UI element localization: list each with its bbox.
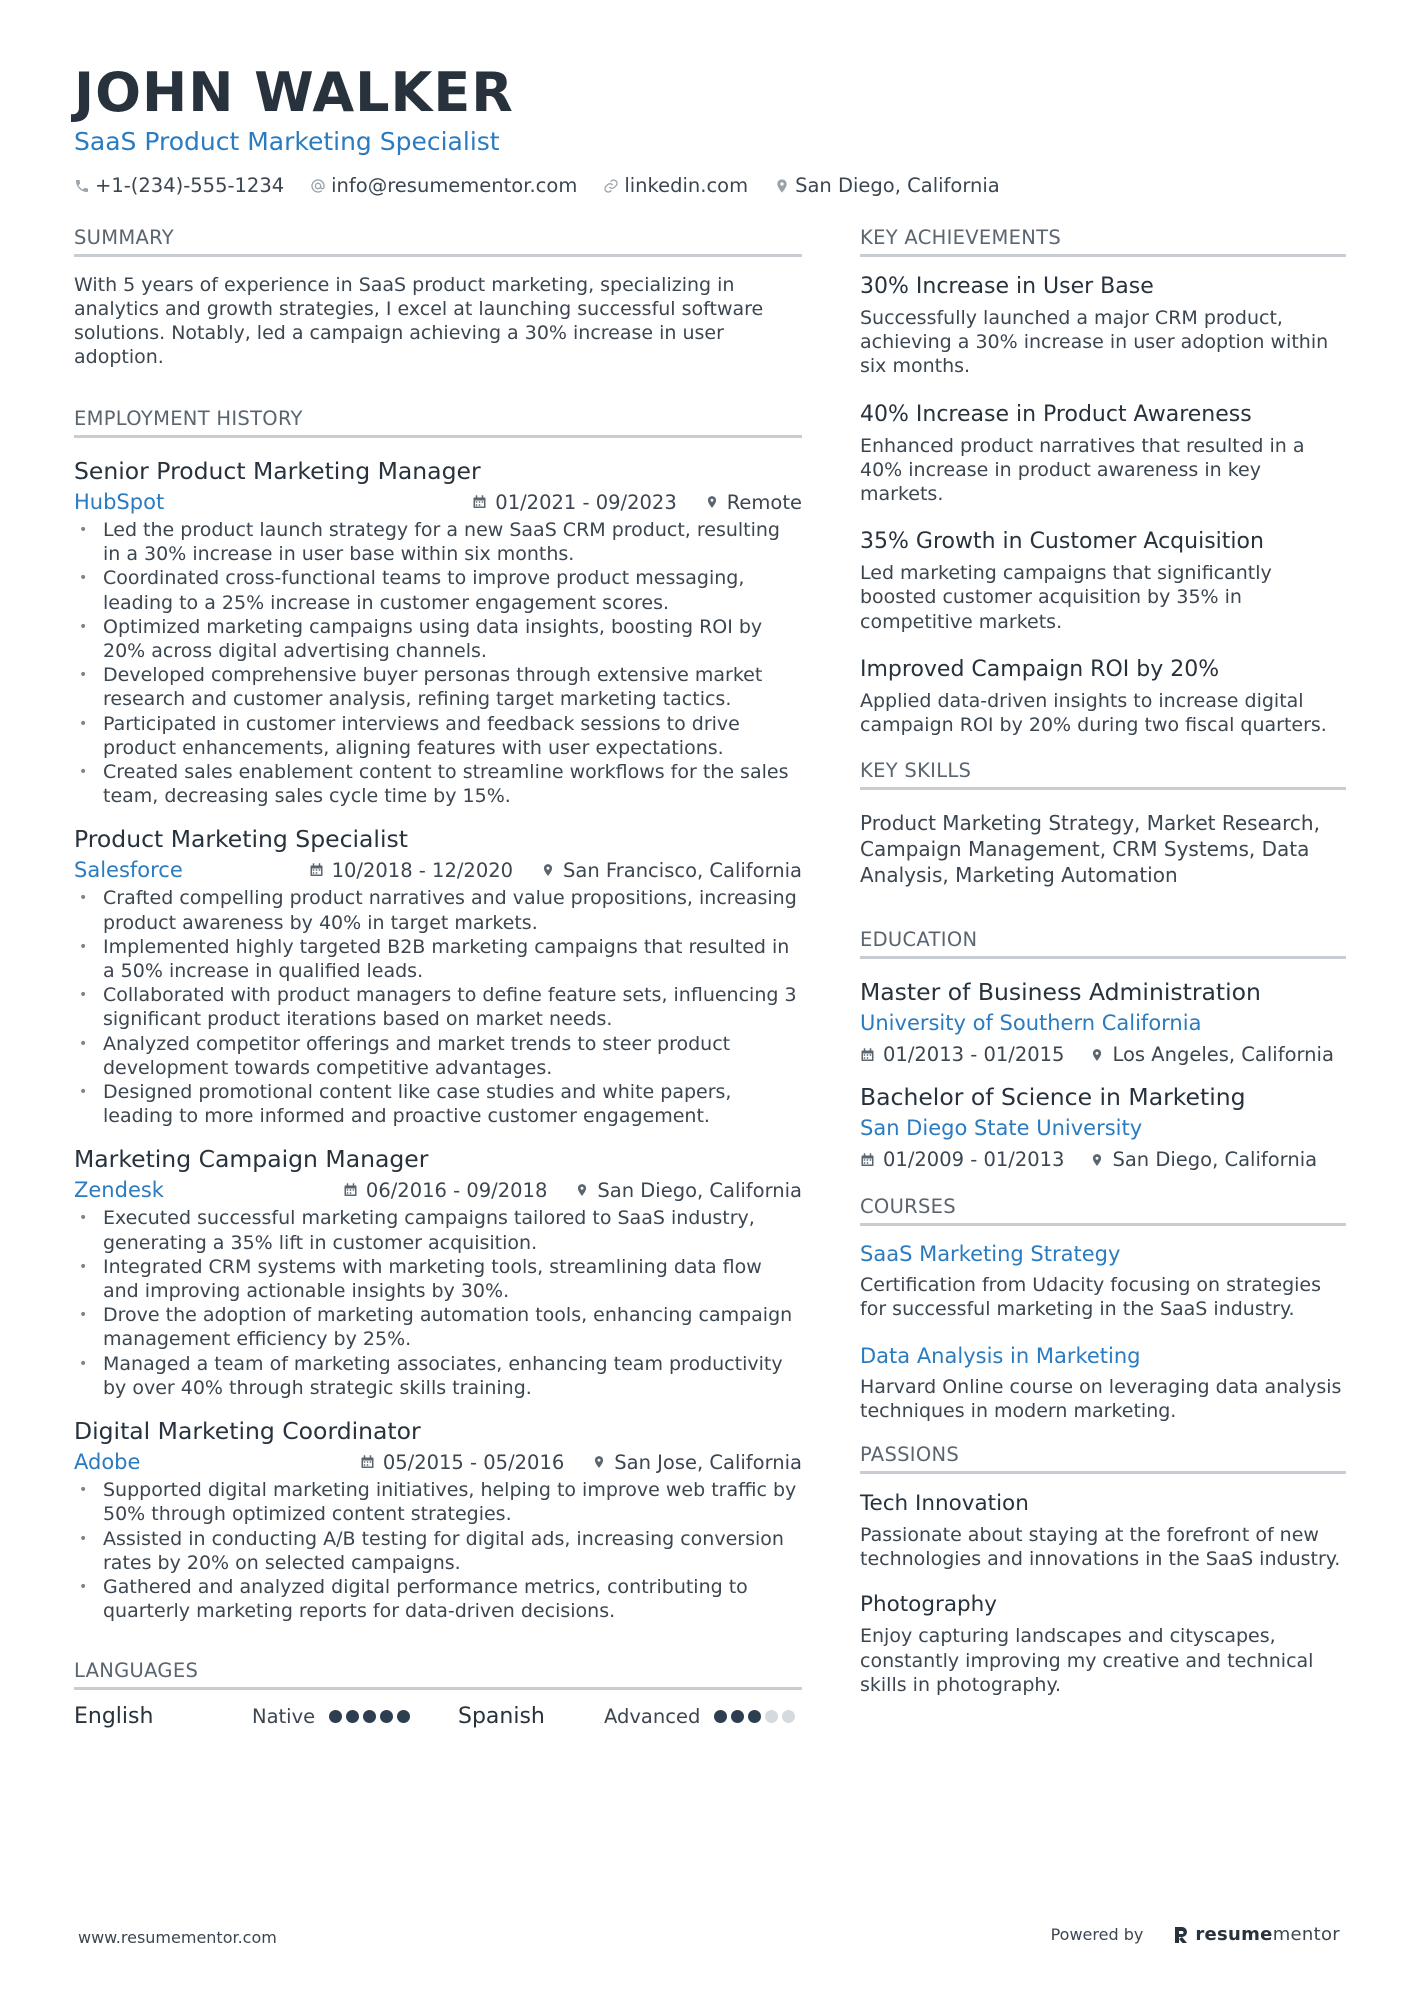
email-text: info@resumementor.com	[331, 174, 578, 197]
language-name: Spanish	[458, 1704, 545, 1730]
languages-row	[74, 1704, 802, 1729]
map-pin-icon	[541, 861, 555, 879]
brand-logo[interactable]	[1173, 1924, 1340, 1945]
job-title: Marketing Campaign Manager	[74, 1145, 429, 1174]
section-title: KEY SKILLS	[860, 759, 1346, 790]
location-text: San Diego, California	[795, 174, 1000, 197]
achievement-item	[860, 528, 1346, 634]
language-item	[458, 1704, 802, 1729]
passion-desc: Enjoy capturing landscapes and cityscapes, constantly improving my creative and technical skills in photography.	[860, 1625, 1314, 1696]
job-location	[705, 491, 802, 514]
contact-location	[774, 174, 1000, 197]
location-text: San Jose, California	[614, 1450, 802, 1474]
list-item: • Assisted in conducting A/B testing for digital ads, increasing conversion rates by 20% on selected campaigns.	[74, 1527, 802, 1575]
calendar-icon	[472, 494, 487, 510]
section-title: SUMMARY	[74, 226, 802, 257]
job-title: Senior Product Marketing Manager	[74, 457, 481, 485]
brand-rest: mentor	[1272, 1924, 1340, 1945]
candidate-role: SaaS Product Marketing Specialist	[74, 127, 500, 156]
languages-section	[74, 1659, 802, 1729]
course-title: SaaS Marketing Strategy	[860, 1242, 1121, 1267]
location-text: Remote	[726, 490, 802, 514]
location-text: San Diego, California	[597, 1178, 802, 1202]
achievement-item	[860, 401, 1346, 507]
rating-dot-filled	[714, 1710, 727, 1723]
phone-text: +1-(234)-555-1234	[95, 174, 285, 197]
achievement-desc: Successfully launched a major CRM product, achieving a 30% increase in user adoption within six months.	[860, 307, 1329, 378]
company-name: HubSpot	[74, 490, 165, 514]
achievement-item	[860, 273, 1346, 379]
job-entry	[74, 824, 802, 1128]
section-title: EMPLOYMENT HISTORY	[74, 407, 802, 438]
rating-dot-filled	[380, 1710, 393, 1723]
job-location	[592, 1451, 802, 1474]
school-name: University of Southern California	[860, 1011, 1202, 1036]
achievement-desc: Led marketing campaigns that significantly boosted customer acquisition by 35% in competitive markets.	[860, 562, 1272, 633]
course-desc: Certification from Udacity focusing on strategies for successful marketing in the SaaS industry.	[860, 1274, 1322, 1321]
dates-text: 06/2016 - 09/2018	[365, 1178, 548, 1202]
degree-title: Master of Business Administration	[860, 978, 1261, 1007]
list-item: • Managed a team of marketing associates, enhancing team productivity by over 40% through strategic skills training.	[74, 1352, 802, 1400]
list-item: • Executed successful marketing campaigns tailored to SaaS industry, generating a 35% lift in customer acquisition.	[74, 1206, 802, 1254]
rating-dot-filled	[748, 1710, 761, 1723]
passion-item	[860, 1591, 1346, 1697]
list-item: • Gathered and analyzed digital performance metrics, contributing to quarterly marketing reports for data-driven decisions.	[74, 1575, 802, 1623]
job-meta	[74, 1450, 802, 1474]
calendar-icon	[343, 1182, 358, 1198]
job-bullets	[74, 886, 802, 1128]
dates-text: 01/2013 - 01/2015	[883, 1043, 1065, 1067]
job-location	[575, 1179, 802, 1202]
map-pin-icon	[705, 493, 719, 511]
course-desc: Harvard Online course on leveraging data analysis techniques in modern marketing.	[860, 1375, 1342, 1422]
rating-dot-filled	[731, 1710, 744, 1723]
job-bullets	[74, 1206, 802, 1400]
passion-desc: Passionate about staying at the forefront of new technologies and innovations in the SaaS industry.	[860, 1524, 1341, 1571]
skills-text: Product Marketing Strategy, Market Research, Campaign Management, CRM Systems, Data Analysis, Marketing Automation	[860, 811, 1320, 888]
education-section	[860, 928, 1346, 1171]
passion-title: Tech Innovation	[860, 1491, 1029, 1517]
section-title: EDUCATION	[860, 928, 1346, 959]
rating-dot-filled	[397, 1710, 410, 1723]
summary-text: With 5 years of experience in SaaS product marketing, specializing in analytics and growth strategies, I excel at launching successful software solutions. Notably, led a campaign achieving a 30% increase in user adoption.	[74, 274, 764, 368]
achievement-title: 40% Increase in Product Awareness	[860, 401, 1252, 427]
job-meta-right	[343, 1179, 802, 1202]
footer-website[interactable]: www.resumementor.com	[78, 1928, 277, 1947]
left-column	[74, 226, 802, 1729]
job-meta	[74, 1178, 802, 1202]
list-item: • Optimized marketing campaigns using data insights, boosting ROI by 20% across digital advertising channels.	[74, 615, 802, 663]
achievements-section	[860, 226, 1346, 737]
job-title: Digital Marketing Coordinator	[74, 1417, 421, 1446]
job-dates	[309, 859, 513, 882]
section-title: LANGUAGES	[74, 1659, 802, 1690]
section-title: PASSIONS	[860, 1443, 1346, 1474]
calendar-icon	[360, 1454, 375, 1470]
powered-by-text: Powered by	[1050, 1925, 1144, 1944]
list-item: • Drove the adoption of marketing automation tools, enhancing campaign management efficiency by 25%.	[74, 1303, 802, 1351]
calendar-icon	[309, 862, 324, 878]
calendar-icon	[860, 1152, 875, 1168]
list-item: • Coordinated cross-functional teams to improve product messaging, leading to a 25% increase in customer engagement scores.	[74, 566, 802, 614]
job-entry	[74, 456, 802, 808]
map-pin-icon	[1090, 1151, 1104, 1169]
resume-header	[74, 60, 1344, 197]
courses-section	[860, 1195, 1346, 1423]
job-meta-right	[472, 491, 802, 514]
job-entry	[74, 1144, 802, 1400]
education-dates	[860, 1148, 1064, 1171]
footer-powered	[1051, 1924, 1340, 1945]
section-title: KEY ACHIEVEMENTS	[860, 226, 1346, 257]
rating-dot-empty	[765, 1710, 778, 1723]
achievement-item	[860, 656, 1346, 737]
right-column	[860, 226, 1346, 1717]
skills-section	[860, 759, 1346, 888]
achievement-title: Improved Campaign ROI by 20%	[860, 656, 1220, 682]
company-name: Zendesk	[74, 1178, 164, 1203]
list-item: • Designed promotional content like case studies and white papers, leading to more informed and proactive customer engagement.	[74, 1080, 802, 1128]
list-item: • Integrated CRM systems with marketing tools, streamlining data flow and improving actionable insights by 30%.	[74, 1255, 802, 1303]
list-item: • Led the product launch strategy for a new SaaS CRM product, resulting in a 30% increase in user base within six months.	[74, 518, 802, 566]
section-title: COURSES	[860, 1195, 1346, 1226]
rating-dot-filled	[346, 1710, 359, 1723]
job-bullets	[74, 1478, 802, 1623]
rating-dot-filled	[329, 1710, 342, 1723]
employment-section	[74, 407, 802, 1623]
passions-section	[860, 1443, 1346, 1697]
contact-bar	[74, 174, 1344, 197]
school-name: San Diego State University	[860, 1116, 1143, 1141]
job-dates	[343, 1179, 547, 1202]
language-rating	[329, 1710, 414, 1723]
language-level: Native	[252, 1705, 316, 1729]
brand-bold: resume	[1195, 1924, 1273, 1945]
calendar-icon	[860, 1047, 875, 1063]
list-item: • Participated in customer interviews and feedback sessions to drive product enhancements, aligning features with user expectations.	[74, 712, 802, 760]
list-item: • Created sales enablement content to streamline workflows for the sales team, decreasing sales cycle time by 15%.	[74, 760, 802, 808]
course-title: Data Analysis in Marketing	[860, 1343, 1141, 1368]
achievement-title: 30% Increase in User Base	[860, 274, 1154, 299]
linkedin-text: linkedin.com	[624, 174, 749, 197]
dates-text: 01/2009 - 01/2013	[883, 1148, 1065, 1172]
map-pin-icon	[575, 1181, 589, 1199]
summary-section	[74, 226, 802, 369]
list-item: • Collaborated with product managers to define feature sets, influencing 3 significant product iterations based on market needs.	[74, 983, 802, 1031]
job-meta-right	[309, 859, 802, 882]
company-name: Salesforce	[74, 858, 183, 883]
dates-text: 10/2018 - 12/2020	[331, 858, 514, 882]
education-dates	[860, 1043, 1064, 1066]
degree-title: Bachelor of Science in Marketing	[860, 1083, 1246, 1112]
at-icon	[310, 178, 326, 194]
list-item: • Crafted compelling product narratives and value propositions, increasing product awareness by 40% in target markets.	[74, 886, 802, 934]
contact-phone	[74, 174, 284, 197]
rating-dot-filled	[363, 1710, 376, 1723]
education-item	[860, 1082, 1346, 1171]
phone-icon	[74, 178, 90, 194]
language-level: Advanced	[604, 1705, 701, 1729]
education-item	[860, 977, 1346, 1066]
job-title: Product Marketing Specialist	[74, 825, 408, 854]
job-meta	[74, 490, 802, 514]
location-text: San Diego, California	[1112, 1148, 1318, 1172]
candidate-name: JOHN WALKER	[74, 61, 514, 124]
passion-item	[860, 1490, 1346, 1571]
job-dates	[360, 1451, 564, 1474]
resumementor-logo-icon	[1173, 1926, 1189, 1944]
dates-text: 05/2015 - 05/2016	[382, 1450, 565, 1474]
job-meta	[74, 858, 802, 882]
education-location	[1090, 1043, 1333, 1066]
location-text: San Francisco, California	[563, 858, 802, 882]
map-pin-icon	[774, 177, 790, 195]
achievement-desc: Enhanced product narratives that resulted in a 40% increase in product awareness in key markets.	[860, 434, 1305, 506]
dates-text: 01/2021 - 09/2023	[495, 490, 677, 514]
course-item	[860, 1240, 1346, 1321]
job-location	[541, 859, 802, 882]
location-text: Los Angeles, California	[1112, 1043, 1334, 1067]
contact-email[interactable]	[310, 174, 577, 197]
education-meta	[860, 1043, 1346, 1066]
language-rating	[714, 1710, 799, 1723]
achievement-desc: Applied data-driven insights to increase digital campaign ROI by 20% during two fiscal quarters.	[860, 689, 1327, 737]
link-icon	[603, 178, 619, 194]
course-item	[860, 1342, 1346, 1423]
list-item: • Analyzed competitor offerings and market trends to steer product development towards competitive advantages.	[74, 1032, 802, 1080]
list-item: • Implemented highly targeted B2B marketing campaigns that resulted in a 50% increase in qualified leads.	[74, 935, 802, 983]
list-item: • Supported digital marketing initiatives, helping to improve web traffic by 50% through optimized content strategies.	[74, 1478, 802, 1526]
language-item	[74, 1704, 458, 1729]
job-bullets	[74, 518, 802, 808]
list-item: • Developed comprehensive buyer personas through extensive market research and customer analysis, refining target marketing tactics.	[74, 663, 802, 711]
map-pin-icon	[592, 1453, 606, 1471]
company-name: Adobe	[74, 1450, 141, 1475]
achievement-title: 35% Growth in Customer Acquisition	[860, 529, 1264, 555]
job-dates	[472, 491, 676, 514]
education-meta	[860, 1148, 1346, 1171]
map-pin-icon	[1090, 1046, 1104, 1064]
job-meta-right	[360, 1451, 802, 1474]
passion-title: Photography	[860, 1592, 997, 1618]
rating-dot-empty	[782, 1710, 795, 1723]
job-entry	[74, 1416, 802, 1623]
contact-linkedin[interactable]	[603, 174, 748, 197]
education-location	[1090, 1148, 1317, 1171]
language-name: English	[74, 1704, 154, 1730]
